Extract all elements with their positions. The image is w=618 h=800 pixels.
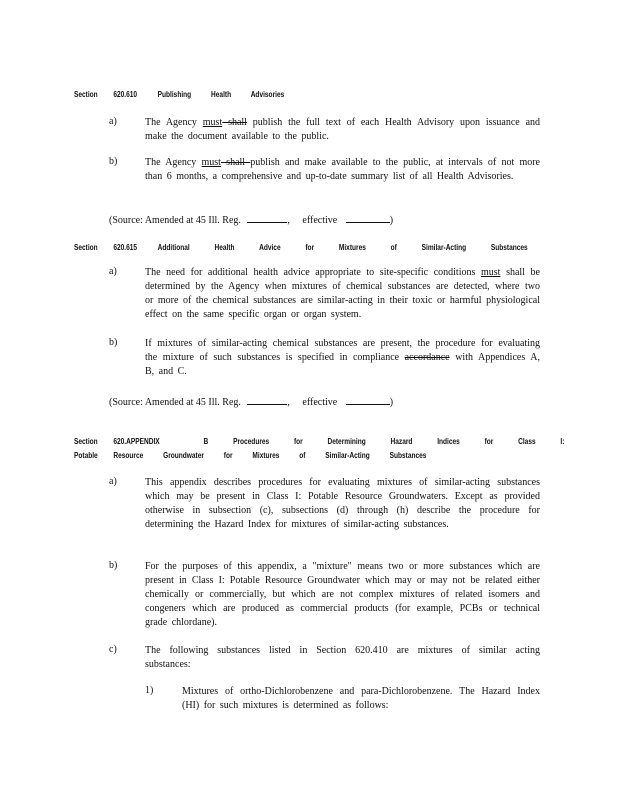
section-label: Section xyxy=(74,243,98,252)
subsection-marker: a) xyxy=(109,476,117,487)
subsection-text-610b: The Agency must shall publish and make available to the public, at intervals of not more than 6 months, a comprehensive and up-to-date summary list of all Health Advisories. xyxy=(145,157,540,182)
source-note-615: (Source: Amended at 45 Ill. Reg. , effective ) xyxy=(109,394,393,408)
section-title: Publishing Health Advisories xyxy=(157,90,285,99)
inserted-text: must xyxy=(201,157,221,168)
blank-line xyxy=(247,212,287,223)
source-note-610: (Source: Amended at 45 Ill. Reg. , effective ) xyxy=(109,212,393,226)
subsection-marker: b) xyxy=(109,156,118,167)
appendix-number: 620.APPENDIX xyxy=(113,437,160,446)
section-number: 620.610 xyxy=(113,90,138,99)
inserted-text: must xyxy=(202,117,223,128)
subsection-text-610a: The Agency must shall publish the full text of each Health Advisory upon issuance and make the document available to the public. xyxy=(145,117,541,142)
subsection-text-appendix-b: For the purposes of this appendix, a "mixture" means two or more substances which are present in Class I: Potable Resource Groundwater which may or may not be related either chemically or commercially, but which are not complex mixtures of related isomers and congeners which are produced as commercial products (for example, PCBs or technical grade chlordane). xyxy=(145,561,540,628)
subsection-marker: a) xyxy=(109,116,117,127)
subsection-text-615b: If mixtures of similar-acting chemical substances are present, the procedure for evaluating the mixture of such substances is specified in compliance accordance with Appendices A, B, and C. xyxy=(145,338,540,377)
sub-subsection-text-c1: Mixtures of ortho-Dichlorobenzene and para-Dichlorobenzene. The Hazard Index (HI) for such mixtures is determined as follows: xyxy=(182,686,540,711)
subsection-marker: b) xyxy=(109,560,118,571)
deleted-text: accordance xyxy=(404,352,450,363)
blank-line xyxy=(247,394,287,405)
subsection-marker: a) xyxy=(109,266,117,277)
blank-line xyxy=(346,394,390,405)
section-number: 620.615 xyxy=(113,243,138,252)
appendix-label-line2: Potable xyxy=(74,451,98,460)
section-label: Section xyxy=(74,437,98,446)
subsection-text-appendix-a: This appendix describes procedures for evaluating mixtures of similar-acting substances which may be present in Class I: Potable Resource Groundwaters. Except as provided otherwise in subsection (c), subsections (d) through (h) describe the procedure for determining the Hazard Index for mixtures of similar-acting substances. xyxy=(145,477,540,530)
deleted-text: shall xyxy=(222,117,247,128)
subsection-text-615a: The need for additional health advice appropriate to site-specific conditions must shall be determined by the Agency when mixtures of chemical substances are detected, where two or more of the chemical substances are similar-acting in their toxic or harmful physiological effect on the same specific organ or organ system. xyxy=(145,267,540,320)
appendix-title-line2: Resource Groundwater for Mixtures of Similar-Acting Substances xyxy=(113,451,427,460)
sub-subsection-marker: 1) xyxy=(145,685,154,696)
deleted-text: shall xyxy=(220,157,251,168)
subsection-marker: b) xyxy=(109,337,118,348)
subsection-text-appendix-c: The following substances listed in Section 620.410 are mixtures of similar acting substances: xyxy=(145,645,540,670)
blank-line xyxy=(346,212,390,223)
inserted-text: must xyxy=(481,267,501,278)
subsection-marker: c) xyxy=(109,644,117,655)
section-title: Additional Health Advice for Mixtures of Similar-Acting Substances xyxy=(157,243,528,252)
section-label: Section xyxy=(74,90,98,99)
appendix-title-line1: B Procedures for Determining Hazard Indices for Class I: xyxy=(203,437,565,446)
